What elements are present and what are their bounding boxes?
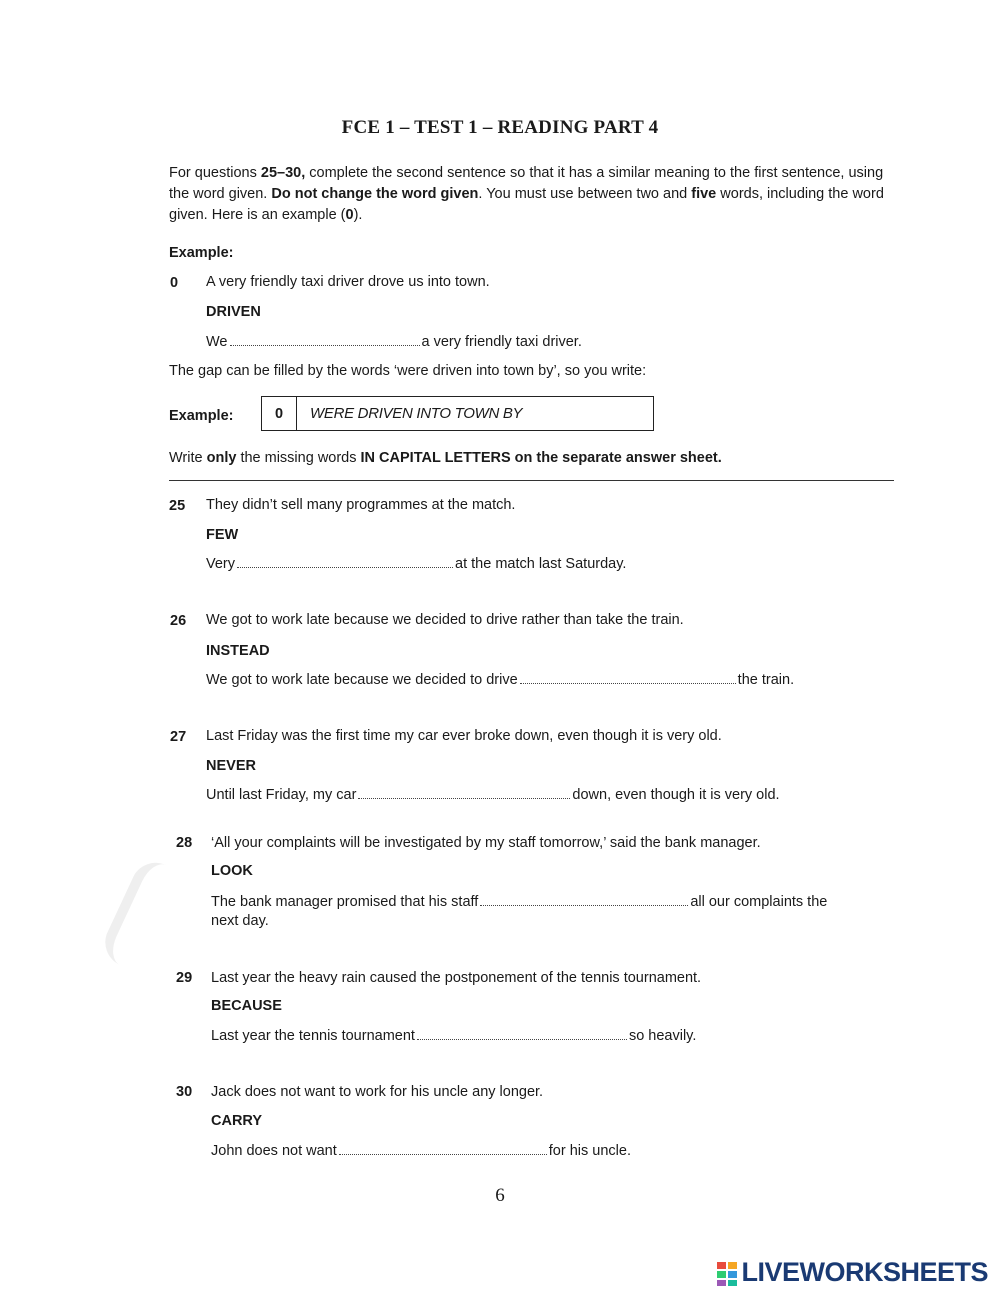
example-box-number: 0 — [262, 397, 297, 430]
completion-before: John does not want — [211, 1143, 337, 1159]
question-sentence: Jack does not want to work for his uncle any longer. — [211, 1084, 544, 1100]
question-number: 29 — [176, 970, 193, 986]
instructions — [169, 163, 894, 226]
example-gap — [230, 335, 420, 346]
question-completion — [211, 1028, 696, 1044]
instr-text: words, including the word given. Here is an example ( — [169, 186, 884, 223]
example-after: a very friendly taxi driver. — [421, 334, 582, 350]
question-completion — [211, 1143, 631, 1159]
question-sentence: ‘All your complaints will be investigated by my staff tomorrow,’ said the bank manager. — [211, 835, 761, 851]
example-box-answer: WERE DRIVEN INTO TOWN BY — [310, 405, 523, 422]
question-sentence: Last Friday was the first time my car ever broke down, even though it is very old. — [206, 728, 722, 744]
example-heading: Example: — [169, 245, 234, 261]
question-keyword: NEVER — [206, 758, 256, 774]
question-keyword: FEW — [206, 527, 239, 543]
example-answer-box — [261, 396, 654, 431]
question-completion — [206, 672, 794, 688]
gap-note: The gap can be filled by the words ‘were driven into town by’, so you write: — [169, 363, 647, 379]
note-text: Write — [169, 450, 207, 466]
example-completion — [206, 334, 582, 350]
example-sentence: A very friendly taxi driver drove us into town. — [206, 274, 490, 290]
page-number: 6 — [495, 1185, 505, 1206]
write-note — [169, 450, 722, 466]
question-keyword: INSTEAD — [206, 643, 270, 659]
completion-after: for his uncle. — [548, 1143, 631, 1159]
question-number: 25 — [169, 498, 186, 514]
completion-before: The bank manager promised that his staff — [211, 894, 479, 910]
instr-text: For questions — [169, 165, 261, 181]
example-before: We — [206, 334, 228, 350]
answer-gap[interactable] — [480, 895, 688, 906]
note-text: the missing words — [236, 450, 361, 466]
completion-before: Very — [206, 556, 236, 572]
completion-after: the train. — [737, 672, 795, 688]
completion-before: Last year the tennis tournament — [211, 1028, 415, 1044]
question-number: 28 — [176, 835, 193, 851]
completion-continued: next day. — [211, 913, 269, 929]
faint-watermark-mark — [97, 855, 189, 976]
instr-range: 25–30, — [260, 165, 306, 181]
completion-before: We got to work late because we decided to drive — [206, 672, 518, 688]
answer-gap[interactable] — [417, 1029, 627, 1040]
question-sentence: We got to work late because we decided to drive rather than take the train. — [206, 612, 684, 628]
instr-text: complete the second sentence so that it has a similar meaning to the first sentence, using the word given. — [169, 165, 884, 202]
instr-text: ). — [353, 207, 363, 223]
example-keyword: DRIVEN — [206, 304, 261, 320]
instr-bold: Do not change the word given — [271, 186, 479, 202]
answer-gap[interactable] — [520, 673, 736, 684]
instr-bold: five — [691, 186, 717, 202]
liveworksheets-grid-icon — [717, 1262, 737, 1286]
instr-bold: 0 — [345, 207, 354, 223]
question-sentence: Last year the heavy rain caused the postponement of the tennis tournament. — [211, 970, 702, 986]
question-keyword: CARRY — [211, 1113, 263, 1129]
question-completion — [211, 894, 827, 910]
answer-gap[interactable] — [358, 788, 570, 799]
liveworksheets-logo — [717, 1257, 988, 1288]
answer-gap[interactable] — [339, 1144, 547, 1155]
completion-after: down, even though it is very old. — [572, 787, 780, 803]
completion-after: at the match last Saturday. — [455, 556, 627, 572]
question-keyword: LOOK — [211, 863, 253, 879]
question-keyword: BECAUSE — [211, 998, 282, 1014]
question-sentence: They didn’t sell many programmes at the match. — [206, 497, 516, 513]
question-completion — [206, 787, 780, 803]
question-completion — [206, 556, 626, 572]
section-divider — [169, 480, 894, 481]
question-number: 26 — [170, 613, 187, 629]
example-number: 0 — [170, 275, 179, 291]
question-number: 30 — [176, 1084, 193, 1100]
brand-text: LIVEWORKSHEETS — [741, 1257, 988, 1287]
question-number: 27 — [170, 729, 187, 745]
completion-after: all our complaints the — [690, 894, 828, 910]
answer-gap[interactable] — [237, 557, 453, 568]
completion-after: so heavily. — [628, 1028, 697, 1044]
completion-before: Until last Friday, my car — [206, 787, 357, 803]
page-title: FCE 1 – TEST 1 – READING PART 4 — [341, 117, 659, 138]
instr-text: . You must use between two and — [478, 186, 692, 202]
example-box-label: Example: — [169, 408, 234, 424]
note-bold: IN CAPITAL LETTERS on the separate answer sheet. — [360, 450, 722, 466]
note-bold: only — [206, 450, 237, 466]
